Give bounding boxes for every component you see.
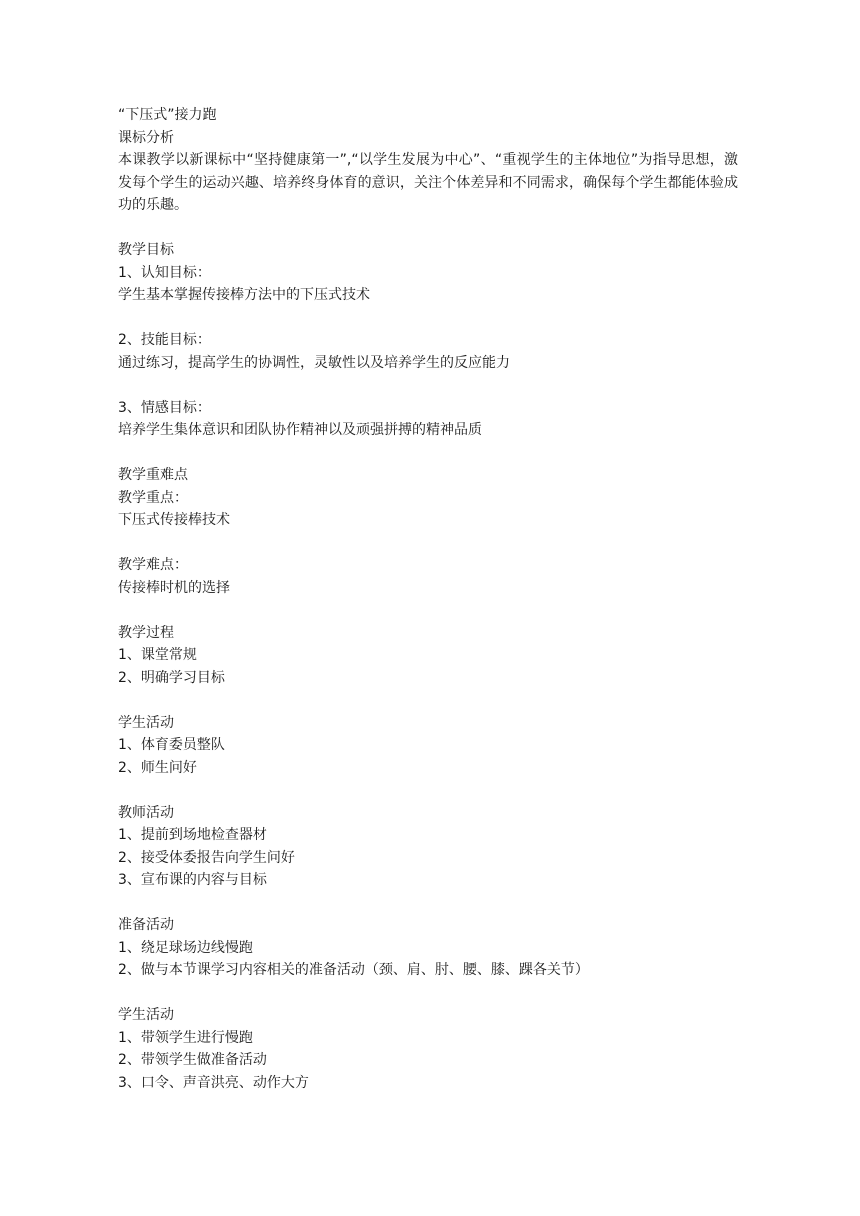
preparation-heading: 准备活动 — [118, 917, 174, 933]
focus-text: 下压式传接棒技术 — [118, 512, 230, 528]
focus-label: 教学重点： — [118, 489, 188, 506]
difficulty-text: 传接棒时机的选择 — [118, 579, 230, 596]
spacer — [118, 599, 738, 622]
student-activity-heading: 学生活动 — [118, 1007, 174, 1023]
difficulty-label: 教学难点： — [118, 557, 188, 573]
teacher-activity-heading: 教师活动 — [118, 804, 174, 821]
list-item: 2、做与本节课学习内容相关的准备活动（颈、肩、肘、腰、膝、踝各关节） — [118, 962, 589, 978]
spacer — [118, 442, 738, 465]
list-item: 2、接受体委报告向学生问好 — [118, 849, 295, 866]
list-item: 2、明确学习目标 — [118, 669, 225, 686]
list-item: 3、口令、声音洪亮、动作大方 — [118, 1074, 309, 1091]
spacer — [118, 532, 738, 555]
document-body — [118, 104, 738, 1094]
skill-objective-label: 2、技能目标： — [118, 332, 211, 348]
skill-objective-text: 通过练习，提高学生的协调性，灵敏性以及培养学生的反应能力 — [118, 354, 510, 371]
spacer — [118, 689, 738, 712]
list-item: 2、带领学生做准备活动 — [118, 1052, 267, 1068]
spacer — [118, 307, 738, 330]
document-title: “下压式”接力跑 — [118, 107, 217, 123]
affective-objective-label: 3、情感目标： — [118, 399, 211, 416]
curriculum-paragraph: 本课教学以新课标中“坚持健康第一”,“以学生发展为中心”、“重视学生的主体地位”为指导思想，激发每个学生的运动兴趣、培养终身体育的意识，关注个体差异和不同需求，确保每个学生都能体验成功的乐趣。 — [118, 152, 738, 213]
list-item: 1、提前到场地检查器材 — [118, 827, 267, 843]
list-item: 3、宣布课的内容与目标 — [118, 872, 267, 888]
curriculum-heading: 课标分析 — [118, 129, 174, 146]
spacer — [118, 217, 738, 240]
list-item: 1、体育委员整队 — [118, 737, 225, 753]
spacer — [118, 892, 738, 915]
list-item: 1、带领学生进行慢跑 — [118, 1029, 253, 1046]
cognitive-objective-text: 学生基本掌握传接棒方法中的下压式技术 — [118, 287, 370, 303]
spacer — [118, 982, 738, 1005]
list-item: 1、绕足球场边线慢跑 — [118, 939, 253, 956]
process-heading: 教学过程 — [118, 624, 174, 641]
list-item: 1、课堂常规 — [118, 647, 197, 663]
affective-objective-text: 培养学生集体意识和团队协作精神以及顽强拼搏的精神品质 — [118, 422, 482, 438]
spacer — [118, 779, 738, 802]
student-activity-heading: 学生活动 — [118, 714, 174, 731]
key-points-heading: 教学重难点 — [118, 467, 188, 483]
cognitive-objective-label: 1、认知目标： — [118, 264, 211, 281]
objectives-heading: 教学目标 — [118, 242, 174, 258]
spacer — [118, 374, 738, 397]
list-item: 2、师生问好 — [118, 759, 197, 776]
